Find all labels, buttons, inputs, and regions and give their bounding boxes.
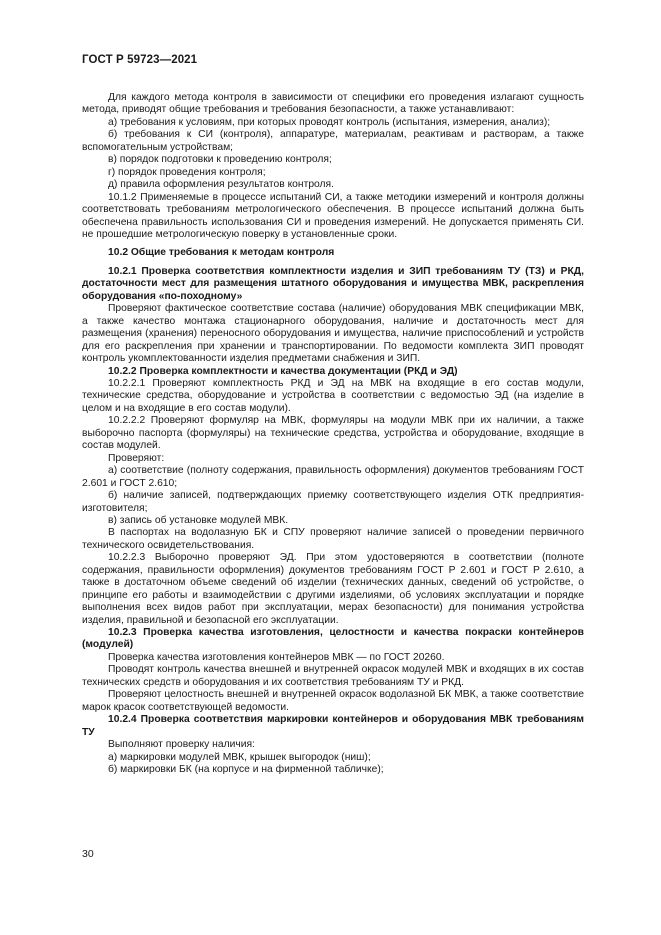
list-item: б) маркировки БК (на корпусе и на фирменной табличке); bbox=[108, 764, 384, 776]
paragraph: 10.1.2 Применяемые в процессе испытаний СИ, а также методики измерений и контроля должны соответствовать требованиям метрологического обеспечения. В процессе испытаний должна быть обеспечена правильность использования СИ и проведения измерений. Не допускается применять СИ. не прошедшие метрологическую поверку в установленные сроки. bbox=[82, 191, 584, 240]
subsection-heading: 10.2.2 Проверка комплектности и качества документации (РКД и ЭД) bbox=[108, 365, 458, 377]
list-item: д) правила оформления результатов контроля. bbox=[108, 179, 334, 191]
list-item: б) наличие записей, подтверждающих приемку соответствующего изделия ОТК предприятия-изготовителя; bbox=[82, 490, 584, 514]
paragraph: Для каждого метода контроля в зависимости от специфики его проведения излагают сущность метода, приводят общие требования и требования безопасности, а также устанавливают: bbox=[82, 92, 584, 116]
subsection-heading: 10.2.1 Проверка соответствия комплектности изделия и ЗИП требованиям ТУ (ТЗ) и РКД, достаточности мест для размещения штатного оборудования и имущества МВК, раскрепления оборудования «по-походному» bbox=[82, 265, 584, 302]
list-item: г) порядок проведения контроля; bbox=[108, 166, 266, 178]
subsection-heading: 10.2.3 Проверка качества изготовления, целостности и качества покраски контейнеров (модулей) bbox=[82, 627, 584, 651]
subsection-heading: 10.2.4 Проверка соответствия маркировки контейнеров и оборудования МВК требованиям ТУ bbox=[82, 714, 584, 738]
paragraph: Проверка качества изготовления контейнеров МВК — по ГОСТ 20260. bbox=[108, 651, 445, 663]
paragraph: Проводят контроль качества внешней и внутренней окрасок модулей МВК и входящих в их состав технических средств и оборудования и их соответствия требованиям ТУ и РКД. bbox=[82, 664, 584, 688]
list-item: б) требования к СИ (контроля), аппаратуре, материалам, реактивам и растворам, а также вспомогательным устройствам; bbox=[82, 129, 584, 153]
paragraph: Выполняют проверку наличия: bbox=[108, 739, 255, 751]
paragraph: Проверяют: bbox=[108, 452, 165, 464]
paragraph: 10.2.2.2 Проверяют формуляр на МВК, формуляры на модули МВК при их наличии, а также выборочно паспорта (формуляры) на технические средства, устройства и оборудование, входящие в состав модулей. bbox=[82, 415, 584, 452]
list-item: а) маркировки модулей МВК, крышек выгородок (ниш); bbox=[108, 751, 371, 763]
paragraph: 10.2.2.1 Проверяют комплектность РКД и ЭД на МВК на входящие в его состав модули, технические средства, оборудование и устройства в соответствии с ведомостью ЭД (на изделие в целом и на входящие в его состав модули). bbox=[82, 377, 584, 414]
paragraph: В паспортах на водолазную БК и СПУ проверяют наличие записей о проведении первичного технического освидетельствования. bbox=[82, 527, 584, 551]
paragraph: 10.2.2.3 Выборочно проверяют ЭД. При этом удостоверяются в соответствии (полноте содержания, правильности оформления) документов требованиям ГОСТ Р 2.601 и ГОСТ Р 2.610, а также в достаточном объеме сведений об изделии (технических данных, сведений об устройстве, о принципе его работы и взаимодействии с другими изделиями, об условиях эксплуатации и порядке выполнения всех видов работ при эксплуатации, мерах безопасности) для понимания устройства изделия, правильной и безопасной его эксплуатации. bbox=[82, 552, 584, 626]
list-item: а) требования к условиям, при которых проводят контроль (испытания, измерения, анализ); bbox=[108, 116, 551, 128]
page-number: 30 bbox=[82, 848, 94, 860]
paragraph: Проверяют целостность внешней и внутренней окрасок водолазной БК МВК, а также соответствие марок красок соответствующей ведомости. bbox=[82, 689, 584, 713]
list-item: в) порядок подготовки к проведению контроля; bbox=[108, 154, 332, 166]
section-heading: 10.2 Общие требования к методам контроля bbox=[108, 247, 335, 259]
document-body bbox=[82, 92, 584, 776]
document-header: ГОСТ Р 59723—2021 bbox=[82, 54, 198, 66]
list-item: а) соответствие (полноту содержания, правильность оформления) документов требованиям ГОСТ 2.601 и ГОСТ 2.610; bbox=[82, 465, 584, 489]
list-item: в) запись об установке модулей МВК. bbox=[108, 514, 289, 526]
paragraph: Проверяют фактическое соответствие состава (наличие) оборудования МВК спецификации МВК, а также качество монтажа стационарного оборудования, наличие и достаточность мест для размещения (хранения) переносного оборудования и имущества, наличие приспособлений и устройств для его раскрепления при хранении и транспортировании. По ведомости комплекта ЗИП проводят контроль укомплектованности изделия предметами снабжения и ЗИП. bbox=[82, 303, 584, 365]
